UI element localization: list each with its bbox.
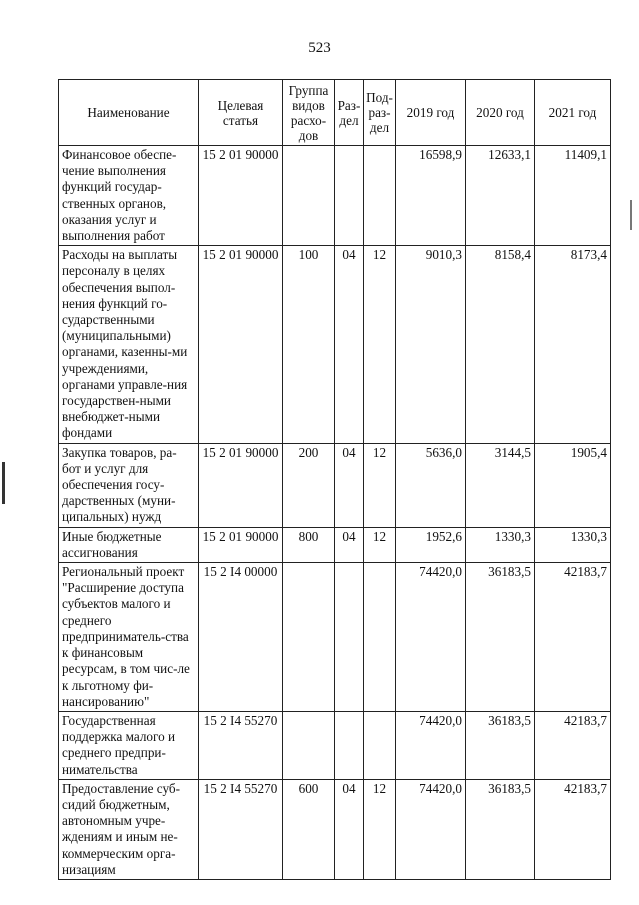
table-header-row <box>59 80 611 146</box>
cell-y2021: 8173,4 <box>535 246 611 443</box>
cell-y2020: 36183,5 <box>466 711 535 779</box>
cell-group <box>283 563 335 712</box>
cell-group: 200 <box>283 443 335 527</box>
table-row <box>59 246 611 443</box>
cell-subsection: 12 <box>364 779 396 879</box>
cell-name: Государственная поддержка малого и среднего предпри-нимательства <box>59 711 199 779</box>
table-row <box>59 711 611 779</box>
cell-y2019: 74420,0 <box>396 779 466 879</box>
cell-subsection <box>364 146 396 246</box>
cell-group: 100 <box>283 246 335 443</box>
cell-subsection <box>364 563 396 712</box>
cell-section: 04 <box>335 779 364 879</box>
cell-target: 15 2 01 90000 <box>199 146 283 246</box>
cell-group: 800 <box>283 527 335 562</box>
header-2019: 2019 год <box>396 80 466 146</box>
cell-section <box>335 146 364 246</box>
cell-y2020: 12633,1 <box>466 146 535 246</box>
header-2020: 2020 год <box>466 80 535 146</box>
budget-table <box>58 79 611 880</box>
cell-section: 04 <box>335 246 364 443</box>
cell-section: 04 <box>335 527 364 562</box>
cell-target: 15 2 I4 00000 <box>199 563 283 712</box>
cell-name: Предоставление суб-сидий бюджетным, автономным учре-ждениям и иным не-коммерческим орга-низациям <box>59 779 199 879</box>
cell-y2019: 1952,6 <box>396 527 466 562</box>
cell-section <box>335 563 364 712</box>
table-row <box>59 779 611 879</box>
cell-target: 15 2 I4 55270 <box>199 711 283 779</box>
table-body <box>59 146 611 880</box>
cell-target: 15 2 01 90000 <box>199 527 283 562</box>
cell-y2021: 1905,4 <box>535 443 611 527</box>
cell-target: 15 2 01 90000 <box>199 246 283 443</box>
header-section: Раз-дел <box>335 80 364 146</box>
cell-y2021: 1330,3 <box>535 527 611 562</box>
cell-section: 04 <box>335 443 364 527</box>
cell-name: Иные бюджетные ассигнования <box>59 527 199 562</box>
table-row <box>59 527 611 562</box>
header-subsection: Под-раз-дел <box>364 80 396 146</box>
cell-y2020: 36183,5 <box>466 779 535 879</box>
cell-y2019: 74420,0 <box>396 563 466 712</box>
cell-subsection: 12 <box>364 443 396 527</box>
right-edge-mark <box>630 200 632 230</box>
cell-group: 600 <box>283 779 335 879</box>
page-number: 523 <box>308 40 331 56</box>
cell-target: 15 2 01 90000 <box>199 443 283 527</box>
cell-y2019: 9010,3 <box>396 246 466 443</box>
cell-y2020: 36183,5 <box>466 563 535 712</box>
header-group: Группа видов расхо-дов <box>283 80 335 146</box>
header-name: Наименование <box>59 80 199 146</box>
header-2021: 2021 год <box>535 80 611 146</box>
cell-name: Закупка товаров, ра-бот и услуг для обеспечения госу-дарственных (муни-ципальных) нужд <box>59 443 199 527</box>
cell-subsection: 12 <box>364 246 396 443</box>
cell-y2021: 42183,7 <box>535 563 611 712</box>
left-edge-mark <box>2 462 5 504</box>
cell-target: 15 2 I4 55270 <box>199 779 283 879</box>
table-row <box>59 146 611 246</box>
cell-group <box>283 711 335 779</box>
cell-name: Финансовое обеспе-чение выполнения функций государ-ственных органов, оказания услуг и выполнения работ <box>59 146 199 246</box>
cell-y2020: 3144,5 <box>466 443 535 527</box>
cell-section <box>335 711 364 779</box>
cell-y2021: 11409,1 <box>535 146 611 246</box>
cell-y2020: 1330,3 <box>466 527 535 562</box>
cell-name: Расходы на выплаты персоналу в целях обеспечения выпол-нения функций го-сударственными (муниципальными) органами, казенны-ми учреждениями, органами управле-ния государствен-ными внебюджет-ными фондами <box>59 246 199 443</box>
cell-y2021: 42183,7 <box>535 779 611 879</box>
header-target: Целевая статья <box>199 80 283 146</box>
table-row <box>59 563 611 712</box>
cell-y2019: 16598,9 <box>396 146 466 246</box>
cell-y2019: 74420,0 <box>396 711 466 779</box>
table-row <box>59 443 611 527</box>
cell-y2020: 8158,4 <box>466 246 535 443</box>
cell-group <box>283 146 335 246</box>
cell-y2021: 42183,7 <box>535 711 611 779</box>
cell-name: Региональный проект "Расширение доступа субъектов малого и среднего предприниматель-ства к финансовым ресурсам, в том чис-ле к льготному фи-нансированию" <box>59 563 199 712</box>
cell-subsection: 12 <box>364 527 396 562</box>
cell-subsection <box>364 711 396 779</box>
cell-y2019: 5636,0 <box>396 443 466 527</box>
